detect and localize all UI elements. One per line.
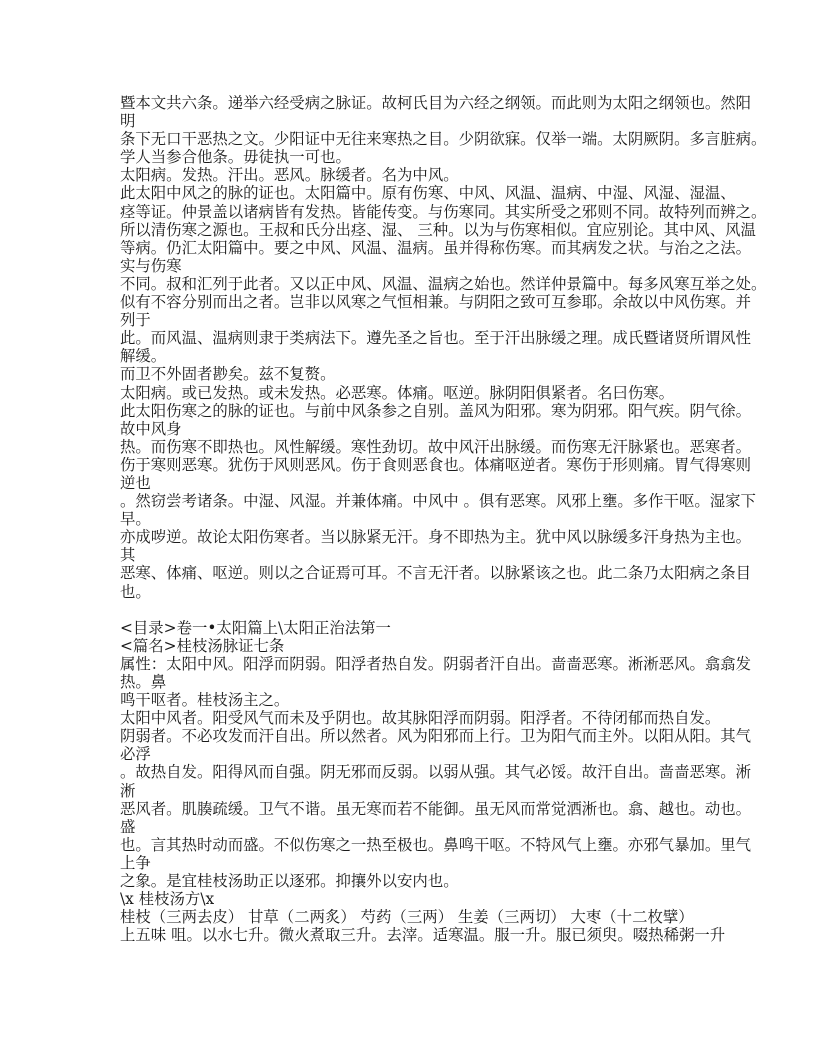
- text-line: 所以清伤寒之源也。王叔和氏分出痉、湿、 三种。以为与伤寒相似。宜应别论。其中风、风温: [120, 220, 756, 239]
- text-line: 必浮: [120, 745, 151, 764]
- text-line: 阴弱者。不必攻发而汗自出。所以然者。风为阳邪而上行。卫为阳气而主外。以阳从阳。其气: [120, 727, 752, 746]
- text-line: 明: [120, 112, 136, 131]
- text-line: 也。: [120, 582, 151, 601]
- text-line: 鸣干呕者。桂枝汤主之。: [120, 691, 290, 710]
- text-line: 实与伤寒: [120, 256, 182, 275]
- text-line: 解缓。: [120, 347, 167, 366]
- text-line: 太阳病。发热。汗出。恶风。脉缓者。名为中风。: [120, 166, 459, 185]
- text-line: 恶寒、体痛、呕逆。则以之合证焉可耳。不言无汗者。以脉紧该之也。此二条乃太阳病之条目: [120, 564, 752, 583]
- text-line: 暨本文共六条。递举六经受病之脉证。故柯氏目为六经之纲领。而此则为太阳之纲领也。然阳: [120, 94, 752, 112]
- text-line: 恶风者。肌腠疏缓。卫气不谐。虽无寒而若不能御。虽无风而常觉洒淅也。翕、越也。动也。: [120, 799, 752, 818]
- text-line: 上争: [120, 853, 151, 872]
- text-line: 热。鼻: [120, 673, 167, 691]
- text-line: 太阳病。或已发热。或未发热。必恶寒。体痛。呕逆。脉阴阳俱紧者。名曰伤寒。: [120, 383, 675, 402]
- text-line: \x 桂枝汤方\x: [120, 890, 215, 909]
- text-line: 等病。仍汇太阳篇中。要之中风、风温、温病。虽并得称伤寒。而其病发之状。与治之之法。: [120, 238, 752, 257]
- text-line: 其: [120, 546, 136, 565]
- text-line: 逆也: [120, 473, 151, 492]
- text-line: 似有不容分别而出之者。岂非以风寒之气恒相兼。与阴阳之致可互参耶。余故以中风伤寒。并: [120, 293, 752, 312]
- text-line: 学人当参合他条。毋徒执一可也。: [120, 148, 351, 167]
- text-line: 条下无口干恶热之文。少阳证中无往来寒热之目。少阴欲寐。仅举一端。太阴厥阴。多言脏病。: [120, 130, 767, 149]
- text-line: 属性：太阳中风。阳浮而阴弱。阳浮者热自发。阴弱者汗自出。啬啬恶寒。淅淅恶风。翕翕发: [120, 654, 752, 673]
- blank-line: [120, 601, 720, 619]
- text-line: 此太阳伤寒之的脉的证也。与前中风条参之自别。盖风为阳邪。寒为阴邪。阳气疾。阴气徐。: [120, 401, 752, 420]
- text-line: 痉等证。仲景盖以诸病皆有发热。皆能传变。与伤寒同。其实所受之邪则不同。故特列而辨之。: [120, 202, 767, 221]
- text-line: 热。而伤寒不即热也。风性解缓。寒性劲切。故中风汗出脉缓。而伤寒无汗脉紧也。恶寒者。: [120, 437, 752, 456]
- text-line: 此。而风温、温病则隶于类病法下。遵先圣之旨也。至于汗出脉缓之理。成氏暨诸贤所谓风性: [120, 329, 752, 348]
- text-line: 之象。是宜桂枝汤助正以逐邪。抑攘外以安内也。: [120, 872, 459, 891]
- text-line: 。故热自发。阳得风而自强。阴无邪而反弱。以弱从强。其气必馁。故汗自出。啬啬恶寒。淅: [120, 763, 752, 782]
- text-line: 早。: [120, 510, 151, 529]
- text-line: 淅: [120, 781, 136, 800]
- text-line: 太阳中风者。阳受风气而未及乎阴也。故其脉阳浮而阴弱。阳浮者。不待闭郁而热自发。: [120, 709, 721, 728]
- text-line: 不同。叔和汇列于此者。又以正中风、风温、温病之始也。然详仲景篇中。每多风寒互举之处。: [120, 274, 767, 293]
- text-line: 而卫不外固者尠矣。兹不复赘。: [120, 365, 336, 384]
- text-line: 此太阳中风之的脉的证也。太阳篇中。原有伤寒、中风、风温、温病、中湿、风湿、湿温、: [120, 184, 736, 203]
- text-line: 亦成哕逆。故论太阳伤寒者。当以脉紧无汗。身不即热为主。犹中风以脉缓多汗身热为主也。: [120, 528, 752, 547]
- text-line: 也。言其热时动而盛。不似伤寒之一热至极也。鼻鸣干呕。不特风气上壅。亦邪气暴加。里气: [120, 835, 752, 854]
- text-line: 盛: [120, 817, 136, 836]
- document-page: [120, 94, 767, 945]
- text-line: 伤于寒则恶寒。犹伤于风则恶风。伤于食则恶食也。体痛呕逆者。寒伤于形则痛。胃气得寒则: [120, 455, 752, 474]
- text-line: 故中风身: [120, 419, 182, 438]
- text-line: 列于: [120, 311, 151, 330]
- text-line: 桂枝（三两去皮） 甘草（二两炙） 芍药（三两） 生姜（三两切） 大枣（十二枚擘）: [120, 908, 694, 927]
- text-line: <目录>卷一•太阳篇上\太阳正治法第一: [120, 618, 391, 637]
- text-line: 。然窃尝考诸条。中湿、风湿。并兼体痛。中风中 。俱有恶寒。风邪上壅。多作干呕。湿家下: [120, 492, 756, 511]
- text-line: <篇名>桂枝汤脉证七条: [120, 636, 285, 655]
- text-line: 上五味 咀。以水七升。微火煮取三升。去滓。适寒温。服一升。服已须臾。啜热稀粥一升: [120, 926, 726, 945]
